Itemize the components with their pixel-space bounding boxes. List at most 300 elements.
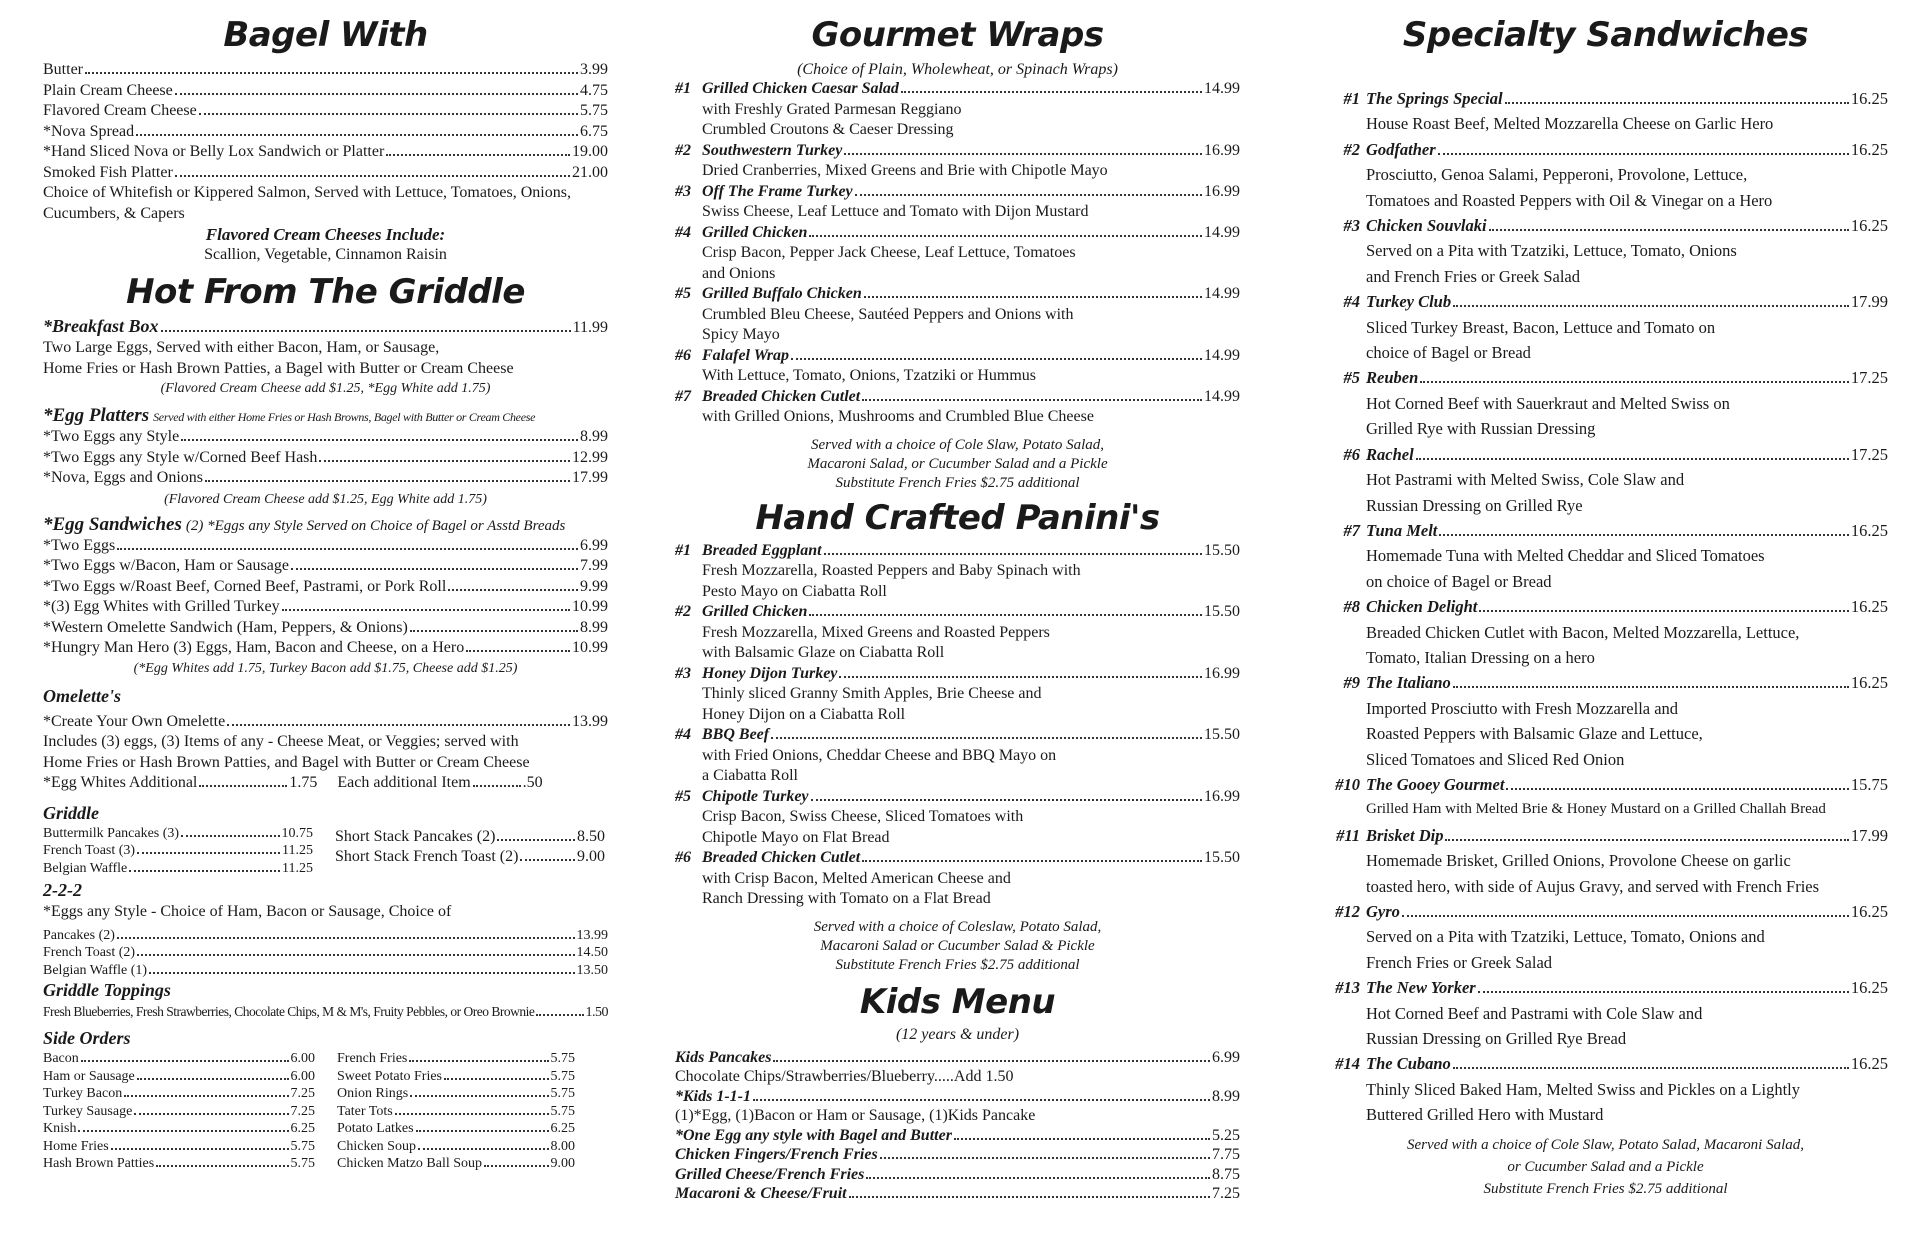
item-price: 13.99 bbox=[576, 927, 608, 943]
item-name: Flavored Cream Cheese bbox=[43, 102, 197, 119]
breakfast-box-note: (Flavored Cream Cheese add $1.25, *Egg White add 1.75) bbox=[160, 381, 491, 396]
leader-dots bbox=[448, 589, 578, 591]
item-price: 16.99 bbox=[1204, 141, 1240, 159]
item-name: French Fries bbox=[337, 1051, 408, 1066]
leader-dots bbox=[773, 1060, 1210, 1062]
item-number: #4 bbox=[675, 223, 691, 241]
item-price: 15.50 bbox=[1204, 603, 1240, 620]
item-name: Grilled Chicken bbox=[702, 603, 808, 620]
leader-dots bbox=[199, 113, 578, 115]
egg-platters-note: (Flavored Cream Cheese add $1.25, Egg White add 1.75) bbox=[164, 491, 487, 507]
item-price: 15.50 bbox=[1204, 849, 1240, 866]
leader-dots bbox=[1453, 305, 1849, 307]
item-name: Grilled Chicken bbox=[702, 223, 808, 241]
leader-dots bbox=[1420, 381, 1849, 383]
item-name: Kids Pancakes bbox=[675, 1048, 772, 1066]
sides-heading: Side Orders bbox=[43, 1028, 131, 1048]
item-description: Tomatoes and Roasted Peppers with Oil & Vinegar on a Hero bbox=[1366, 190, 1773, 210]
item-name: Turkey Bacon bbox=[43, 1086, 123, 1101]
menu-item-row bbox=[675, 1165, 1240, 1185]
omelettes-heading: Omelette's bbox=[43, 685, 121, 706]
item-name: The Italiano bbox=[1366, 673, 1451, 693]
item-name: Belgian Waffle (1) bbox=[43, 962, 148, 978]
item-number: #6 bbox=[1343, 444, 1360, 464]
fish-desc: Choice of Whitefish or Kippered Salmon, Served with Lettuce, Tomatoes, Onions, Cucumbers, & Capers bbox=[43, 184, 571, 222]
item-price: 16.25 bbox=[1850, 1054, 1888, 1074]
leader-dots bbox=[824, 553, 1202, 555]
item-name: Short Stack French Toast (2) bbox=[335, 848, 519, 865]
item-description: Crumbled Bleu Cheese, Sautéed Peppers and Onions with bbox=[702, 305, 1074, 323]
item-price: 8.99 bbox=[580, 618, 608, 636]
leader-dots bbox=[484, 1165, 548, 1167]
wraps-title: Gourmet Wraps bbox=[811, 15, 1104, 55]
leader-dots bbox=[205, 480, 570, 482]
leader-dots bbox=[1445, 839, 1848, 841]
menu-item-row bbox=[675, 1048, 1240, 1068]
menu-item-row bbox=[43, 842, 313, 860]
item-description: Buttered Grilled Hero with Mustard bbox=[1366, 1105, 1604, 1125]
menu-item-row bbox=[1323, 594, 1888, 619]
leader-dots bbox=[181, 439, 578, 441]
specialty-title: Specialty Sandwiches bbox=[1402, 15, 1809, 55]
item-description: with Freshly Grated Parmesan Reggiano bbox=[702, 100, 962, 118]
breakfast-box-row bbox=[43, 316, 608, 339]
item-price: 15.75 bbox=[1850, 774, 1888, 794]
item-description: Hot Pastrami with Melted Swiss, Cole Slaw and bbox=[1366, 470, 1685, 490]
item-name: Belgian Waffle bbox=[43, 860, 128, 876]
item-number: #3 bbox=[1343, 216, 1360, 236]
menu-item-row bbox=[43, 927, 608, 945]
item-description: Pesto Mayo on Ciabatta Roll bbox=[702, 582, 887, 600]
menu-item-row bbox=[1323, 137, 1888, 162]
item-name: Reuben bbox=[1366, 368, 1419, 388]
item-price: 14.99 bbox=[1204, 346, 1240, 364]
leader-dots bbox=[954, 1138, 1210, 1140]
item-number: #3 bbox=[675, 182, 691, 200]
item-price: 5.75 bbox=[290, 1138, 315, 1154]
menu-item-row bbox=[43, 60, 608, 81]
menu-item-row bbox=[675, 284, 1240, 305]
item-description: Honey Dijon on a Ciabatta Roll bbox=[702, 705, 906, 723]
item-price: 5.75 bbox=[550, 1086, 575, 1101]
item-name: Turkey Club bbox=[1366, 292, 1452, 312]
leader-dots bbox=[416, 1130, 549, 1132]
footer-line: Macaroni Salad, or Cucumber Salad and a Pickle bbox=[807, 455, 1108, 472]
footer-line: Served with a choice of Coleslaw, Potato Salad, bbox=[813, 918, 1102, 935]
item-price: 7.25 bbox=[1212, 1185, 1240, 1202]
leader-dots bbox=[466, 650, 570, 652]
leader-dots bbox=[137, 1078, 289, 1080]
item-price: 9.00 bbox=[550, 1156, 575, 1171]
item-name: Ham or Sausage bbox=[43, 1068, 135, 1084]
item-description: with Balsamic Glaze on Ciabatta Roll bbox=[702, 644, 945, 661]
leader-dots bbox=[111, 1148, 289, 1150]
item-price: 6.25 bbox=[290, 1121, 315, 1136]
item-price: 16.25 bbox=[1850, 216, 1888, 236]
item-description: with Fried Onions, Cheddar Cheese and BBQ Mayo on bbox=[702, 746, 1057, 764]
menu-item-row bbox=[675, 787, 1240, 808]
item-number: #2 bbox=[675, 141, 691, 159]
leader-dots bbox=[149, 972, 574, 974]
item-name: *Breakfast Box bbox=[43, 315, 159, 336]
bagel-title: Bagel With bbox=[223, 15, 428, 55]
item-price: 16.25 bbox=[1850, 139, 1888, 159]
leader-dots bbox=[520, 859, 575, 861]
item-price: 14.99 bbox=[1204, 285, 1240, 302]
item-number: #4 bbox=[1343, 292, 1360, 312]
menu-item-row bbox=[43, 427, 608, 448]
specialty-footer bbox=[1323, 1134, 1888, 1200]
item-description: Prosciutto, Genoa Salami, Pepperoni, Provolone, Lettuce, bbox=[1366, 165, 1748, 185]
item-name: French Toast (2) bbox=[43, 945, 136, 960]
item-number: #7 bbox=[675, 387, 691, 405]
item-name: *Two Eggs any Style w/Corned Beef Hash bbox=[43, 448, 318, 466]
item-number: #8 bbox=[1343, 597, 1360, 617]
menu-item-row bbox=[337, 1068, 575, 1086]
item-description: with Grilled Onions, Mushrooms and Crumbled Blue Cheese bbox=[702, 408, 1094, 425]
omelette-desc: Home Fries or Hash Brown Patties, and Bagel with Butter or Cream Cheese bbox=[43, 753, 530, 771]
item-description: choice of Bagel or Bread bbox=[1366, 343, 1531, 363]
column-wraps-panini-kids bbox=[675, 0, 1240, 1204]
panini-footer bbox=[675, 918, 1240, 975]
item-name: Turkey Sausage bbox=[43, 1103, 133, 1119]
menu-item-row bbox=[43, 618, 608, 639]
item-price: 5.25 bbox=[1212, 1126, 1240, 1144]
menu-item-row bbox=[1323, 899, 1888, 924]
leader-dots bbox=[880, 1157, 1210, 1159]
item-description: Served on a Pita with Tzatziki, Lettuce, Tomato, Onions and bbox=[1366, 927, 1765, 947]
item-number: #7 bbox=[1343, 520, 1360, 540]
item-name: Grilled Chicken Caesar Salad bbox=[702, 80, 899, 97]
leader-dots bbox=[1453, 686, 1849, 688]
leader-dots bbox=[418, 1148, 549, 1150]
leader-dots bbox=[864, 296, 1202, 298]
item-name: Home Fries bbox=[43, 1138, 109, 1154]
item-price: 17.25 bbox=[1850, 368, 1888, 388]
item-description: on choice of Bagel or Bread bbox=[1366, 571, 1552, 591]
item-name: BBQ Beef bbox=[702, 726, 770, 743]
footer-line: Substitute French Fries $2.75 additional bbox=[1483, 1180, 1728, 1197]
item-price: 11.99 bbox=[572, 318, 608, 336]
item-number: #13 bbox=[1335, 978, 1360, 998]
menu-item-row bbox=[337, 1103, 575, 1121]
two22-heading: 2-2-2 bbox=[43, 880, 82, 900]
item-price: 16.25 bbox=[1850, 597, 1888, 617]
wraps-items bbox=[675, 79, 1240, 428]
item-name: Breaded Chicken Cutlet bbox=[702, 849, 861, 866]
item-price: 6.99 bbox=[580, 536, 608, 554]
item-price: 19.00 bbox=[572, 143, 608, 160]
menu-item-row bbox=[1323, 1051, 1888, 1076]
item-price: 6.25 bbox=[550, 1121, 575, 1136]
item-number: #11 bbox=[1336, 825, 1360, 845]
leader-dots bbox=[866, 1177, 1210, 1179]
leader-dots bbox=[117, 937, 575, 939]
leader-dots bbox=[1479, 610, 1848, 612]
item-price: 16.25 bbox=[1850, 89, 1888, 108]
leader-dots bbox=[117, 548, 578, 550]
item-price: 14.99 bbox=[1204, 223, 1240, 241]
item-name: French Toast (3) bbox=[43, 843, 136, 858]
menu-item-row bbox=[675, 346, 1240, 367]
item-number: #3 bbox=[675, 664, 691, 682]
item-description: with Crisp Bacon, Melted American Cheese and bbox=[702, 869, 1011, 887]
item-name: The Gooey Gourmet bbox=[1366, 774, 1505, 794]
menu-item-row bbox=[43, 81, 608, 102]
kids-title: Kids Menu bbox=[859, 981, 1056, 1022]
menu-item-row bbox=[675, 1126, 1240, 1146]
leader-dots bbox=[81, 1060, 289, 1062]
menu-item-row bbox=[675, 1145, 1240, 1165]
leader-dots bbox=[78, 1130, 288, 1132]
footer-line: Served with a choice of Cole Slaw, Potato Salad, Macaroni Salad, bbox=[1406, 1136, 1805, 1153]
item-name: Off The Frame Turkey bbox=[702, 182, 853, 200]
menu-item-row bbox=[1323, 975, 1888, 1000]
menu-item-row bbox=[43, 536, 608, 557]
item-price: 6.99 bbox=[1212, 1048, 1240, 1066]
menu-item-row bbox=[1323, 442, 1888, 467]
menu-item-row bbox=[1323, 823, 1888, 848]
item-description: Spicy Mayo bbox=[702, 326, 780, 343]
item-price: 7.25 bbox=[290, 1103, 315, 1119]
item-price: 7.25 bbox=[290, 1086, 315, 1101]
footer-line: Substitute French Fries $2.75 additional bbox=[835, 474, 1080, 491]
menu-item-row bbox=[43, 1103, 315, 1121]
leader-dots bbox=[156, 1165, 288, 1167]
kids-items bbox=[675, 1048, 1240, 1204]
breakfast-box-desc: Home Fries or Hash Brown Patties, a Bagel with Butter or Cream Cheese bbox=[43, 359, 514, 377]
egg-platters-heading: *Egg Platters Served with either Home Fries or Hash Browns, Bagel with Butter or Cream Cheese bbox=[43, 405, 536, 426]
egg-sandwiches-note: (*Egg Whites add 1.75, Turkey Bacon add $1.75, Cheese add $1.25) bbox=[133, 660, 518, 676]
menu-item-row bbox=[675, 141, 1240, 162]
item-description: Roasted Peppers with Balsamic Glaze and Lettuce, bbox=[1366, 724, 1703, 744]
item-number: #10 bbox=[1335, 774, 1360, 794]
item-description: Homemade Tuna with Melted Cheddar and Sliced Tomatoes bbox=[1366, 546, 1765, 566]
item-description: Dried Cranberries, Mixed Greens and Brie with Chipotle Mayo bbox=[702, 162, 1108, 179]
leader-dots bbox=[129, 870, 280, 872]
menu-item-row bbox=[337, 1085, 575, 1103]
menu-item-row bbox=[43, 577, 608, 598]
leader-dots bbox=[282, 609, 570, 611]
leader-dots bbox=[1416, 458, 1849, 460]
item-number: #14 bbox=[1335, 1054, 1360, 1074]
item-name: Grilled Buffalo Chicken bbox=[702, 285, 862, 302]
menu-item-row bbox=[43, 962, 608, 980]
item-name: Brisket Dip bbox=[1366, 825, 1444, 845]
leader-dots bbox=[855, 194, 1202, 196]
item-description: Breaded Chicken Cutlet with Bacon, Melted Mozzarella, Lettuce, bbox=[1366, 622, 1800, 642]
breakfast-box-desc: Two Large Eggs, Served with either Bacon, Ham, or Sausage, bbox=[43, 339, 440, 356]
item-price: 21.00 bbox=[572, 163, 608, 181]
item-description: Swiss Cheese, Leaf Lettuce and Tomato with Dijon Mustard bbox=[702, 203, 1089, 220]
item-name: Knish bbox=[43, 1121, 77, 1136]
leader-dots bbox=[319, 460, 570, 462]
item-description: Grilled Ham with Melted Brie & Honey Mustard on a Grilled Challah Bread bbox=[1366, 801, 1826, 818]
leader-dots bbox=[844, 153, 1202, 155]
item-description: Hot Corned Beef and Pastrami with Cole Slaw and bbox=[1366, 1003, 1703, 1023]
item-name: Tater Tots bbox=[337, 1103, 393, 1119]
item-name: Smoked Fish Platter bbox=[43, 163, 173, 181]
item-number: #6 bbox=[675, 346, 691, 364]
item-number: #9 bbox=[1343, 673, 1360, 693]
item-price: 16.99 bbox=[1204, 787, 1240, 805]
item-name: Grilled Cheese/French Fries bbox=[675, 1165, 865, 1183]
leader-dots bbox=[1439, 534, 1849, 536]
leader-dots bbox=[409, 1060, 548, 1062]
leader-dots bbox=[85, 72, 578, 74]
leader-dots bbox=[497, 839, 575, 841]
leader-dots bbox=[410, 1095, 548, 1097]
item-name: Falafel Wrap bbox=[702, 346, 789, 364]
item-number: #5 bbox=[675, 285, 691, 302]
egg-sandwich-items bbox=[43, 536, 608, 659]
item-name: Sweet Potato Fries bbox=[337, 1068, 442, 1084]
item-price: 5.75 bbox=[550, 1051, 575, 1066]
flavored-list: Scallion, Vegetable, Cinnamon Raisin bbox=[204, 246, 447, 263]
item-name: Pancakes (2) bbox=[43, 927, 115, 943]
item-number: #1 bbox=[675, 80, 691, 97]
menu-item-row bbox=[675, 602, 1240, 623]
menu-item-row bbox=[675, 387, 1240, 408]
item-description: Imported Prosciutto with Fresh Mozzarella and bbox=[1366, 698, 1679, 718]
menu-item-row bbox=[43, 1050, 315, 1068]
menu-item-row bbox=[675, 664, 1240, 685]
griddle-sub-heading: Griddle bbox=[43, 802, 99, 823]
leader-dots bbox=[1505, 102, 1849, 104]
item-price: 12.99 bbox=[572, 448, 608, 466]
menu-item-row bbox=[675, 541, 1240, 562]
leader-dots bbox=[124, 1095, 288, 1097]
menu-item-row bbox=[675, 848, 1240, 869]
item-price: 11.25 bbox=[282, 843, 313, 858]
item-description: Crisp Bacon, Pepper Jack Cheese, Leaf Lettuce, Tomatoes bbox=[702, 244, 1076, 261]
menu-item-row bbox=[43, 1155, 315, 1173]
item-number: #2 bbox=[675, 603, 691, 620]
item-name: Tuna Melt bbox=[1366, 520, 1438, 540]
item-price: 5.75 bbox=[290, 1156, 315, 1171]
omelette-desc: Includes (3) eggs, (3) Items of any - Cheese Meat, or Veggies; served with bbox=[43, 733, 519, 750]
item-number: #12 bbox=[1335, 902, 1360, 921]
menu-item-row bbox=[43, 860, 313, 878]
item-description: Sliced Tomatoes and Sliced Red Onion bbox=[1366, 749, 1625, 769]
menu-item-row bbox=[335, 847, 605, 868]
item-price: 3.99 bbox=[580, 61, 608, 78]
item-price: 15.50 bbox=[1204, 726, 1240, 743]
item-price: 8.75 bbox=[1212, 1165, 1240, 1183]
sides-items bbox=[43, 1050, 608, 1173]
menu-item-row bbox=[43, 1068, 315, 1086]
leader-dots bbox=[771, 737, 1202, 739]
item-name: Hash Brown Patties bbox=[43, 1156, 155, 1171]
item-price: 8.99 bbox=[1212, 1087, 1240, 1105]
item-description: toasted hero, with side of Aujus Gravy, and served with French Fries bbox=[1366, 876, 1820, 896]
item-price: 5.75 bbox=[550, 1103, 575, 1119]
item-name: Onion Rings bbox=[337, 1086, 409, 1101]
two22-desc: *Eggs any Style - Choice of Ham, Bacon or Sausage, Choice of bbox=[43, 903, 452, 920]
item-price: 16.25 bbox=[1850, 520, 1888, 540]
menu-item-row bbox=[43, 468, 608, 489]
leader-dots bbox=[175, 175, 570, 177]
item-name: *Hungry Man Hero (3) Eggs, Ham, Bacon and Cheese, on a Hero bbox=[43, 639, 465, 656]
item-description: Thinly Sliced Baked Ham, Melted Swiss and Pickles on a Lightly bbox=[1366, 1079, 1800, 1099]
item-name: Buttermilk Pancakes (3) bbox=[43, 825, 180, 841]
item-name: Chicken Souvlaki bbox=[1366, 216, 1487, 236]
item-number: #2 bbox=[1343, 139, 1360, 159]
item-name: *Two Eggs bbox=[43, 536, 116, 554]
item-price: 14.99 bbox=[1204, 80, 1240, 97]
item-description: Fresh Mozzarella, Roasted Peppers and Baby Spinach with bbox=[702, 562, 1081, 579]
panini-title: Hand Crafted Panini's bbox=[755, 497, 1160, 538]
item-number: #4 bbox=[675, 726, 691, 743]
column-specialty bbox=[1323, 0, 1888, 1200]
item-price: 17.99 bbox=[1850, 825, 1888, 845]
item-description: French Fries or Greek Salad bbox=[1366, 952, 1553, 972]
omelette-row: *Create Your Own Omelette 13.99 bbox=[43, 712, 608, 730]
item-price: 16.25 bbox=[1850, 978, 1888, 998]
item-description: Ranch Dressing with Tomato on a Flat Bread bbox=[702, 890, 991, 907]
menu-item-row bbox=[43, 638, 608, 659]
menu-item-row bbox=[43, 122, 608, 143]
leader-dots bbox=[809, 235, 1202, 237]
item-number: #5 bbox=[1343, 368, 1360, 388]
item-name: Chicken Matzo Ball Soup bbox=[337, 1156, 483, 1171]
menu-item-row bbox=[43, 597, 608, 618]
wraps-footer bbox=[675, 436, 1240, 493]
item-price: 9.00 bbox=[577, 848, 605, 865]
item-price: 17.99 bbox=[1850, 292, 1888, 312]
item-name: Butter bbox=[43, 61, 83, 78]
menu-item-row bbox=[43, 944, 608, 962]
item-price: 14.99 bbox=[1204, 387, 1240, 405]
leader-dots bbox=[839, 676, 1202, 678]
item-name: *Nova, Eggs and Onions bbox=[43, 469, 203, 486]
leader-dots bbox=[175, 93, 578, 95]
menu-item-row bbox=[337, 1050, 575, 1068]
item-name: Potato Latkes bbox=[337, 1121, 414, 1136]
item-price: 10.99 bbox=[572, 639, 608, 656]
leader-dots bbox=[1478, 991, 1849, 993]
item-description: With Lettuce, Tomato, Onions, Tzatziki or Hummus bbox=[702, 367, 1037, 384]
item-price: 6.75 bbox=[580, 122, 608, 140]
footer-line: Served with a choice of Cole Slaw, Potato Salad, bbox=[810, 436, 1104, 453]
menu-item-row bbox=[675, 223, 1240, 244]
panini-items bbox=[675, 541, 1240, 910]
item-description: Chipotle Mayo on Flat Bread bbox=[702, 828, 890, 846]
item-price: 8.99 bbox=[580, 428, 608, 445]
leader-dots bbox=[901, 91, 1202, 93]
item-price: 13.50 bbox=[576, 962, 608, 978]
bagel-items bbox=[43, 60, 608, 183]
item-price: 15.50 bbox=[1204, 541, 1240, 559]
toppings-row: Fresh Blueberries, Fresh Strawberries, Chocolate Chips, M & M's, Fruity Pebbles, or Oreo Brownie 1.50 bbox=[43, 1004, 608, 1020]
item-price: 16.99 bbox=[1204, 664, 1240, 682]
item-price: 8.00 bbox=[550, 1138, 575, 1154]
flavored-heading: Flavored Cream Cheeses Include: bbox=[205, 225, 446, 244]
item-price: 11.25 bbox=[282, 860, 313, 876]
item-name: The New Yorker bbox=[1366, 978, 1476, 998]
item-price: 10.75 bbox=[281, 825, 313, 841]
menu-item-row bbox=[43, 825, 313, 843]
item-name: *(3) Egg Whites with Grilled Turkey bbox=[43, 598, 280, 615]
menu-item-row bbox=[43, 556, 608, 577]
item-name: *Nova Spread bbox=[43, 122, 135, 140]
item-price: 6.00 bbox=[290, 1068, 315, 1084]
leader-dots bbox=[395, 1113, 549, 1115]
item-name: Bacon bbox=[43, 1051, 79, 1066]
item-name: Chicken Fingers/French Fries bbox=[675, 1146, 878, 1163]
leader-dots bbox=[811, 799, 1202, 801]
menu-item-row bbox=[1323, 213, 1888, 238]
